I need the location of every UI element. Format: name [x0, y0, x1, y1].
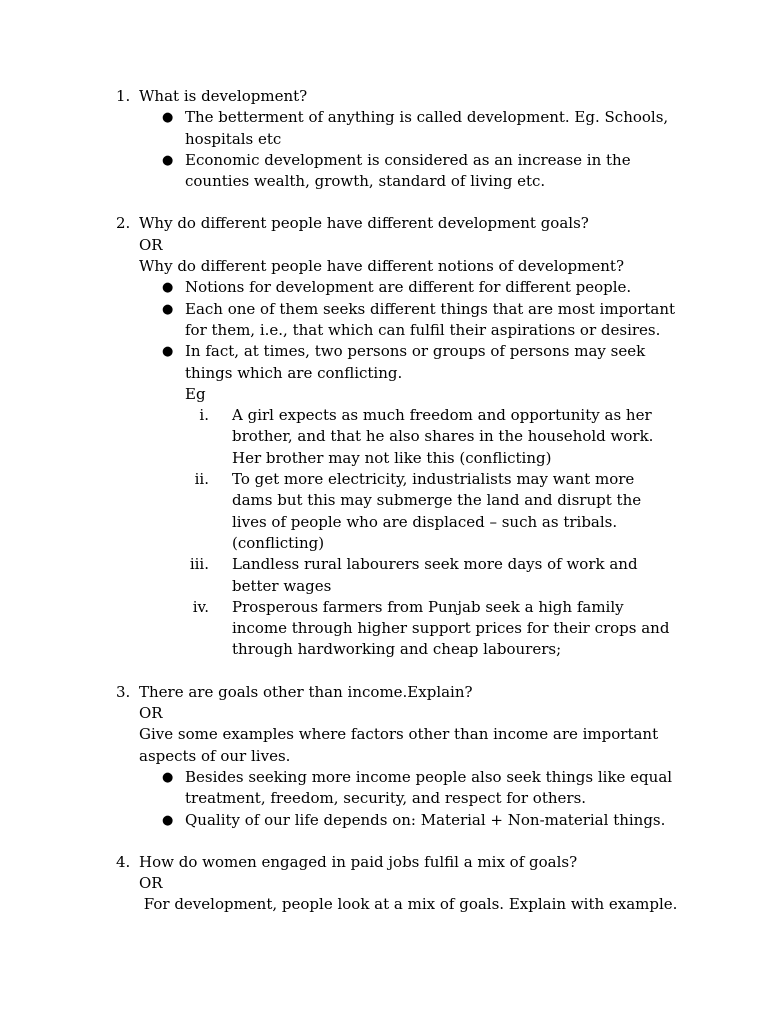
example-text: To get more electricity, industrialists may want more dams but this may submerge the land and disrupt the lives of people who are displaced – such as tribals. (conflicting) — [232, 470, 642, 552]
document-body — [116, 86, 676, 937]
answer-bullet: ● In fact, at times, two persons or groups of persons may seek things which are conflicting. — [139, 341, 676, 384]
example-number: i. — [199, 406, 209, 425]
or-separator: OR — [139, 874, 163, 893]
question-number: 4. — [116, 852, 131, 871]
question-4 — [116, 852, 676, 916]
answer-bullet: ● Quality of our life depends on: Material + Non-material things. — [139, 810, 676, 831]
question-text-alt: For development, people look at a mix of goals. Explain with example. — [139, 895, 678, 914]
or-separator: OR — [139, 704, 163, 723]
example-item — [139, 597, 676, 661]
example-item — [139, 405, 676, 469]
question-3 — [116, 682, 676, 831]
or-separator: OR — [139, 235, 163, 254]
example-text: Prosperous farmers from Punjab seek a high family income through higher support prices for their crops and through hardworking and cheap labourers; — [232, 597, 670, 659]
question-text-alt: Why do different people have different notions of development? — [139, 257, 624, 276]
question-2 — [116, 213, 676, 660]
question-text: What is development? — [139, 87, 308, 105]
answer-bullets — [139, 277, 676, 383]
answer-bullet: ● Each one of them seeks different things that are most important for them, i.e., that which can fulfil their aspirations or desires. — [139, 299, 676, 342]
example-number: iii. — [189, 555, 209, 574]
question-number: 3. — [116, 682, 131, 701]
question-number: 2. — [116, 214, 131, 233]
question-number: 1. — [116, 87, 131, 105]
answer-bullet: ● Economic development is considered as an increase in the counties wealth, growth, standard of living etc. — [139, 150, 676, 193]
question-text: Why do different people have different development goals? — [139, 214, 589, 233]
question-text-alt: Give some examples where factors other than income are important aspects of our lives. — [139, 725, 659, 765]
example-item — [139, 554, 676, 597]
question-text: There are goals other than income.Explain? — [139, 682, 473, 701]
example-list — [139, 405, 676, 661]
answer-bullet: ● Besides seeking more income people also seek things like equal treatment, freedom, security, and respect for others. — [139, 767, 676, 810]
answer-bullet: ● Notions for development are different for different people. — [139, 277, 676, 298]
example-item — [139, 469, 676, 554]
answer-bullets — [139, 767, 676, 831]
question-1 — [116, 86, 676, 192]
example-text: A girl expects as much freedom and opportunity as her brother, and that he also shares in the household work. Her brother may not like this (conflicting) — [232, 406, 654, 467]
answer-bullets — [139, 107, 676, 192]
example-label: Eg — [185, 384, 206, 403]
example-text: Landless rural labourers seek more days of work and better wages — [232, 555, 638, 595]
question-text: How do women engaged in paid jobs fulfil a mix of goals? — [139, 852, 578, 871]
example-number: ii. — [194, 470, 209, 489]
answer-bullet: ● The betterment of anything is called development. Eg. Schools, hospitals etc — [139, 107, 676, 150]
example-number: iv. — [192, 597, 209, 616]
